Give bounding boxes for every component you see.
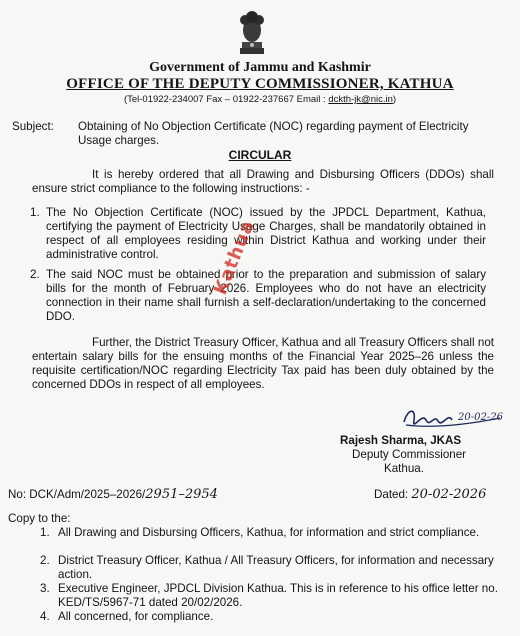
copy-to-number: 3. bbox=[40, 582, 50, 595]
copy-to-label: Copy to the: bbox=[8, 512, 71, 525]
subject-label: Subject: bbox=[12, 120, 54, 133]
dated-line bbox=[374, 488, 486, 502]
signature-date: 20-02-26 bbox=[458, 412, 503, 423]
national-emblem-icon bbox=[232, 8, 272, 56]
copy-to-item: District Treasury Officer, Kathua / All Treasury Officers, for information and necessary action. bbox=[58, 554, 494, 581]
reference-number bbox=[8, 488, 218, 502]
copy-to-item: Executive Engineer, JPDCL Division Kathua. This is in reference to his office letter no. KED/TS/5967-71 dated 20/02/2026. bbox=[58, 582, 498, 609]
instruction-number: 1. bbox=[30, 206, 40, 219]
copy-to-item: All Drawing and Disbursing Officers, Kathua, for information and strict compliance. bbox=[58, 526, 480, 539]
copy-to-number: 1. bbox=[40, 526, 50, 539]
contact-line bbox=[0, 94, 520, 105]
subject-text: Obtaining of No Objection Certificate (NOC) regarding payment of Electricity Usage charges. bbox=[78, 120, 469, 147]
office-heading: OFFICE OF THE DEPUTY COMMISSIONER, KATHUA bbox=[66, 76, 454, 92]
government-heading: Government of Jammu and Kashmir bbox=[149, 60, 371, 75]
reference-number-handwritten: 2951–2954 bbox=[145, 487, 218, 502]
further-paragraph: Further, the District Treasury Officer, Kathua and all Treasury Officers shall not entertain salary bills for the ensuing months of the Financial Year 2025–26 unless the requisite certification/NOC regarding Electricity Tax paid has been duly obtained by the concerned DDOs in respect of all employees. bbox=[32, 336, 494, 391]
circular-title: CIRCULAR bbox=[228, 148, 292, 162]
intro-paragraph: It is hereby ordered that all Drawing and Disbursing Officers (DDOs) shall ensure strict compliance to the following instructions: - bbox=[32, 168, 494, 195]
contact-suffix: ) bbox=[392, 94, 397, 105]
copy-to-number: 4. bbox=[40, 610, 50, 623]
dated-value: 20-02-2026 bbox=[411, 487, 487, 502]
email-link[interactable]: dckth-jk@nic.in bbox=[328, 94, 393, 105]
handwritten-signature bbox=[400, 404, 510, 430]
instruction-number: 2. bbox=[30, 268, 40, 281]
copy-to-item: All concerned, for compliance. bbox=[58, 610, 214, 623]
instruction-item: The No Objection Certificate (NOC) issued by the JPDCL Department, Kathua, certifying the payment of Electricity Usage Charges, shall be mandatorily obtained in respect of all employees residing within District Kathua and working under their administrative control. bbox=[46, 206, 486, 261]
reference-number-prefix: No: DCK/Adm/2025–2026/ bbox=[8, 488, 146, 501]
instruction-item: The said NOC must be obtained prior to the preparation and submission of salary bills for the month of February 2026. Employees who do not have an electricity connection in their name shall furnish a self-declaration/undertaking to the concerned DDO. bbox=[46, 268, 486, 323]
signatory-place: Kathua. bbox=[384, 462, 424, 475]
copy-to-number: 2. bbox=[40, 554, 50, 567]
signatory-name: Rajesh Sharma, JKAS bbox=[340, 434, 462, 447]
watermark: Kathua bbox=[210, 217, 259, 298]
contact-prefix: (Tel-01922-234007 Fax – 01922-237667 Email : bbox=[123, 94, 329, 105]
dated-label: Dated: bbox=[374, 488, 412, 501]
signatory-designation: Deputy Commissioner bbox=[352, 448, 467, 461]
